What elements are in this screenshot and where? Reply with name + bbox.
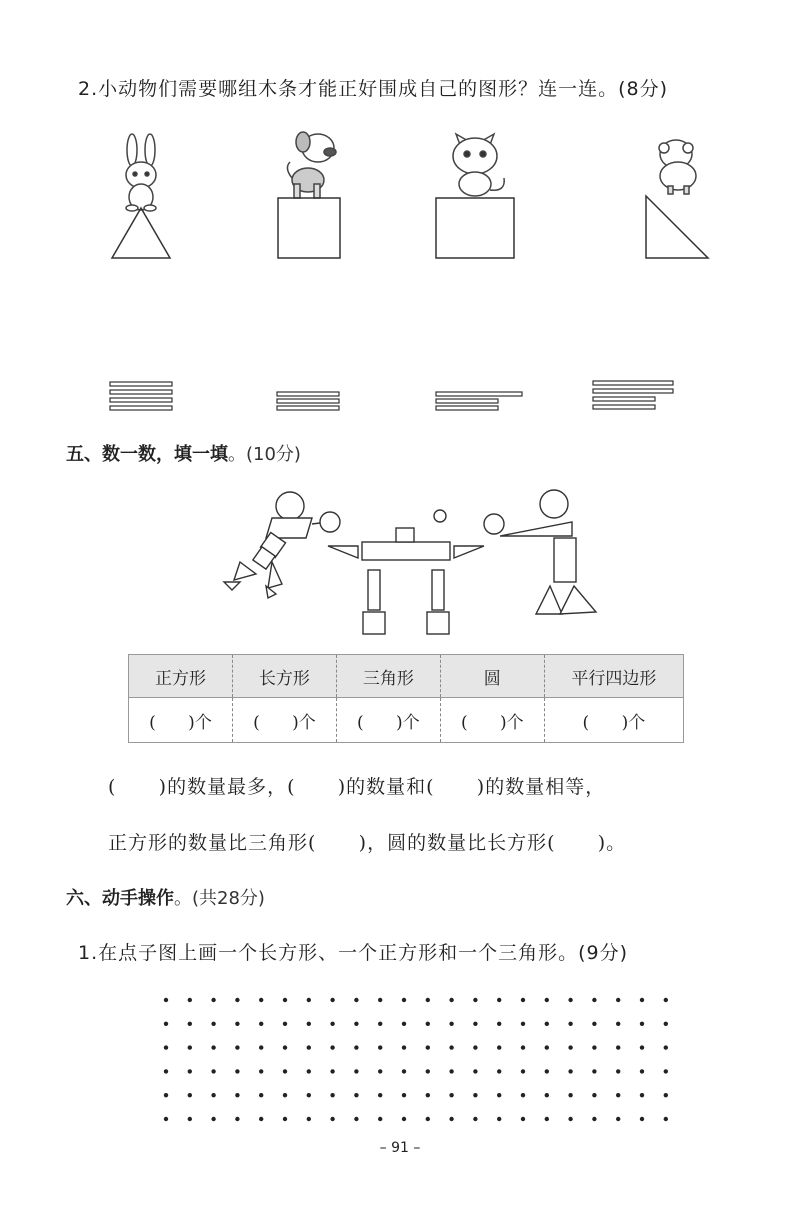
rectangle-shape (554, 538, 576, 582)
grid-dot (449, 1093, 453, 1097)
grid-dot (378, 1117, 382, 1121)
grid-dot (307, 1093, 311, 1097)
grid-dot (497, 998, 501, 1002)
grid-dot (307, 1069, 311, 1073)
grid-dot (283, 1045, 287, 1049)
grid-dot (664, 1093, 668, 1097)
grid-dot (449, 1045, 453, 1049)
triangle-shape (500, 522, 572, 536)
grid-dot (188, 1117, 192, 1121)
stick-group-4 (593, 381, 673, 409)
grid-dot (521, 998, 525, 1002)
grid-dot (473, 1069, 477, 1073)
grid-dot (616, 1117, 620, 1121)
grid-dot (664, 998, 668, 1002)
grid-dot (616, 1045, 620, 1049)
grid-dot (211, 1117, 215, 1121)
grid-dot (568, 1069, 572, 1073)
grid-dot (211, 1069, 215, 1073)
grid-dot (664, 1022, 668, 1026)
grid-dot (545, 1022, 549, 1026)
grid-dot (235, 1022, 239, 1026)
grid-dot (497, 1045, 501, 1049)
grid-dot (545, 1117, 549, 1121)
stick-group-3 (436, 392, 522, 410)
section-5-title (66, 440, 301, 466)
circle-shape (540, 490, 568, 518)
grid-dot (402, 1117, 406, 1121)
grid-dot (473, 1093, 477, 1097)
grid-dot (640, 1022, 644, 1026)
grid-dot (497, 1117, 501, 1121)
grid-dot (330, 1022, 334, 1026)
section-6-title (66, 884, 265, 910)
grid-dot (473, 1045, 477, 1049)
circle-shape (276, 492, 304, 520)
grid-dot (211, 1093, 215, 1097)
section-6-heading: 六、动手操作 (66, 888, 174, 909)
grid-dot (497, 1022, 501, 1026)
table-header-row (129, 655, 684, 698)
rectangle-shape (362, 542, 450, 560)
grid-dot (330, 1093, 334, 1097)
answer-cell[interactable]: ( )个 (336, 698, 440, 743)
grid-dot (592, 1069, 596, 1073)
grid-dot (164, 998, 168, 1002)
answer-cell[interactable]: ( )个 (232, 698, 336, 743)
triangle-shape (454, 546, 484, 558)
grid-dot (164, 1093, 168, 1097)
grid-dot (568, 1022, 572, 1026)
grid-dot (568, 1045, 572, 1049)
rectangle-shape (368, 570, 380, 610)
grid-dot (521, 1045, 525, 1049)
grid-dot (545, 998, 549, 1002)
puppy-icon (287, 132, 336, 198)
grid-dot (497, 1093, 501, 1097)
grid-dot (330, 1117, 334, 1121)
grid-dot (426, 1069, 430, 1073)
stick-group-1 (110, 382, 172, 410)
grid-dot (592, 1022, 596, 1026)
page-number: – 91 – (379, 1140, 421, 1156)
triangle-shape (112, 208, 170, 258)
right-triangle-shape (646, 196, 708, 258)
circle-shape (434, 510, 446, 522)
rectangle-shape (432, 570, 444, 610)
answer-cell[interactable]: ( )个 (440, 698, 544, 743)
grid-dot (211, 1045, 215, 1049)
square-shape (396, 528, 414, 542)
grid-dot (426, 1093, 430, 1097)
grid-dot (616, 1022, 620, 1026)
grid-dot (592, 1117, 596, 1121)
answer-cell[interactable]: ( )个 (582, 712, 646, 733)
grid-dot (426, 1022, 430, 1026)
grid-dot (664, 1117, 668, 1121)
fill-sentence-1[interactable]: ( )的数量最多，( )的数量和( )的数量相等， (108, 776, 606, 798)
grid-dot (188, 998, 192, 1002)
stick-group-2 (277, 392, 339, 410)
grid-dot (307, 1045, 311, 1049)
square-shape-1 (278, 198, 340, 258)
grid-dot (521, 1117, 525, 1121)
grid-dot (521, 1093, 525, 1097)
grid-dot (378, 1069, 382, 1073)
grid-dot (545, 1045, 549, 1049)
animal-shapes-figure (0, 120, 800, 270)
grid-dot (402, 998, 406, 1002)
grid-dot (283, 1117, 287, 1121)
grid-dot (259, 1022, 263, 1026)
question-6-1-title: 1.在点子图上画一个长方形、一个正方形和一个三角形。(9分) (78, 942, 629, 964)
grid-dot (616, 998, 620, 1002)
grid-dot (664, 1069, 668, 1073)
grid-dot (473, 1022, 477, 1026)
grid-dot (235, 1093, 239, 1097)
table-row (129, 698, 684, 743)
grid-dot (259, 1069, 263, 1073)
table-header: 平行四边形 (544, 655, 683, 698)
shape-count-table (128, 654, 684, 743)
grid-dot (378, 1045, 382, 1049)
grid-dot (354, 1117, 358, 1121)
grid-dot (188, 1045, 192, 1049)
grid-dot (283, 1022, 287, 1026)
grid-dot (354, 998, 358, 1002)
grid-dot (378, 1093, 382, 1097)
grid-dot (640, 1093, 644, 1097)
grid-dot (354, 1022, 358, 1026)
grid-dot (307, 998, 311, 1002)
section-6-points: 。(共28分) (174, 888, 265, 909)
triangle-shape (234, 562, 256, 580)
grid-dot (616, 1069, 620, 1073)
grid-dot (164, 1045, 168, 1049)
shapes-figure (210, 486, 610, 646)
grid-dot (330, 1069, 334, 1073)
table-header: 三角形 (336, 655, 440, 698)
grid-dot (354, 1069, 358, 1073)
triangle-shape (536, 586, 562, 614)
grid-dot (449, 1022, 453, 1026)
sheep-icon (659, 140, 696, 194)
grid-dot (545, 1069, 549, 1073)
grid-dot (307, 1117, 311, 1121)
grid-dot (402, 1022, 406, 1026)
grid-dot (188, 1069, 192, 1073)
grid-dot (402, 1069, 406, 1073)
grid-dot (211, 998, 215, 1002)
grid-dot (521, 1069, 525, 1073)
grid-dot (354, 1045, 358, 1049)
grid-dot (545, 1093, 549, 1097)
grid-dot (616, 1093, 620, 1097)
section-5-points: 。(10分) (228, 444, 301, 465)
grid-dot (449, 998, 453, 1002)
square-shape-2 (436, 198, 514, 258)
grid-dot (259, 998, 263, 1002)
grid-dot (283, 1069, 287, 1073)
table-header: 正方形 (129, 655, 233, 698)
grid-dot (235, 998, 239, 1002)
triangle-shape (224, 582, 240, 590)
square-shape (427, 612, 449, 634)
grid-dot (426, 1045, 430, 1049)
grid-dot (188, 1093, 192, 1097)
grid-dot (592, 998, 596, 1002)
rabbit-icon (126, 134, 156, 211)
table-header: 圆 (440, 655, 544, 698)
triangle-shape (268, 562, 282, 588)
grid-dot (640, 1117, 644, 1121)
grid-dot (473, 998, 477, 1002)
grid-dot (235, 1045, 239, 1049)
grid-dot (259, 1093, 263, 1097)
grid-dot (188, 1022, 192, 1026)
grid-dot (283, 1093, 287, 1097)
answer-cell[interactable]: ( )个 (129, 698, 233, 743)
grid-dot (449, 1117, 453, 1121)
grid-dot (330, 998, 334, 1002)
grid-dot (426, 998, 430, 1002)
grid-dot (330, 1045, 334, 1049)
square-shape (363, 612, 385, 634)
grid-dot (640, 1069, 644, 1073)
grid-dot (402, 1045, 406, 1049)
dot-grid[interactable] (160, 990, 680, 1130)
grid-dot (211, 1022, 215, 1026)
grid-dot (568, 1117, 572, 1121)
grid-dot (354, 1093, 358, 1097)
section-5-heading: 五、数一数，填一填 (66, 444, 228, 465)
grid-dot (592, 1093, 596, 1097)
circle-shape (484, 514, 504, 534)
grid-dot (568, 1093, 572, 1097)
grid-dot (640, 1045, 644, 1049)
grid-dot (640, 998, 644, 1002)
grid-dot (497, 1069, 501, 1073)
grid-dot (235, 1069, 239, 1073)
grid-dot (164, 1117, 168, 1121)
grid-dot (307, 1022, 311, 1026)
grid-dot (592, 1045, 596, 1049)
question-2-title: 2.小动物们需要哪组木条才能正好围成自己的图形？连一连。(8分) (78, 78, 669, 100)
grid-dot (449, 1069, 453, 1073)
table-header: 长方形 (232, 655, 336, 698)
grid-dot (473, 1117, 477, 1121)
grid-dot (521, 1022, 525, 1026)
grid-dot (164, 1022, 168, 1026)
grid-dot (568, 998, 572, 1002)
grid-dot (235, 1117, 239, 1121)
circle-shape (320, 512, 340, 532)
grid-dot (664, 1045, 668, 1049)
fill-sentence-2[interactable]: 正方形的数量比三角形( )，圆的数量比长方形( )。 (108, 832, 627, 854)
grid-dot (378, 1022, 382, 1026)
kitten-icon (453, 134, 504, 196)
triangle-shape (328, 546, 358, 558)
grid-dot (259, 1045, 263, 1049)
grid-dot (378, 998, 382, 1002)
grid-dot (164, 1069, 168, 1073)
grid-dot (402, 1093, 406, 1097)
triangle-shape (560, 586, 596, 614)
grid-dot (259, 1117, 263, 1121)
grid-dot (283, 998, 287, 1002)
grid-dot (426, 1117, 430, 1121)
stick-groups (0, 378, 800, 418)
